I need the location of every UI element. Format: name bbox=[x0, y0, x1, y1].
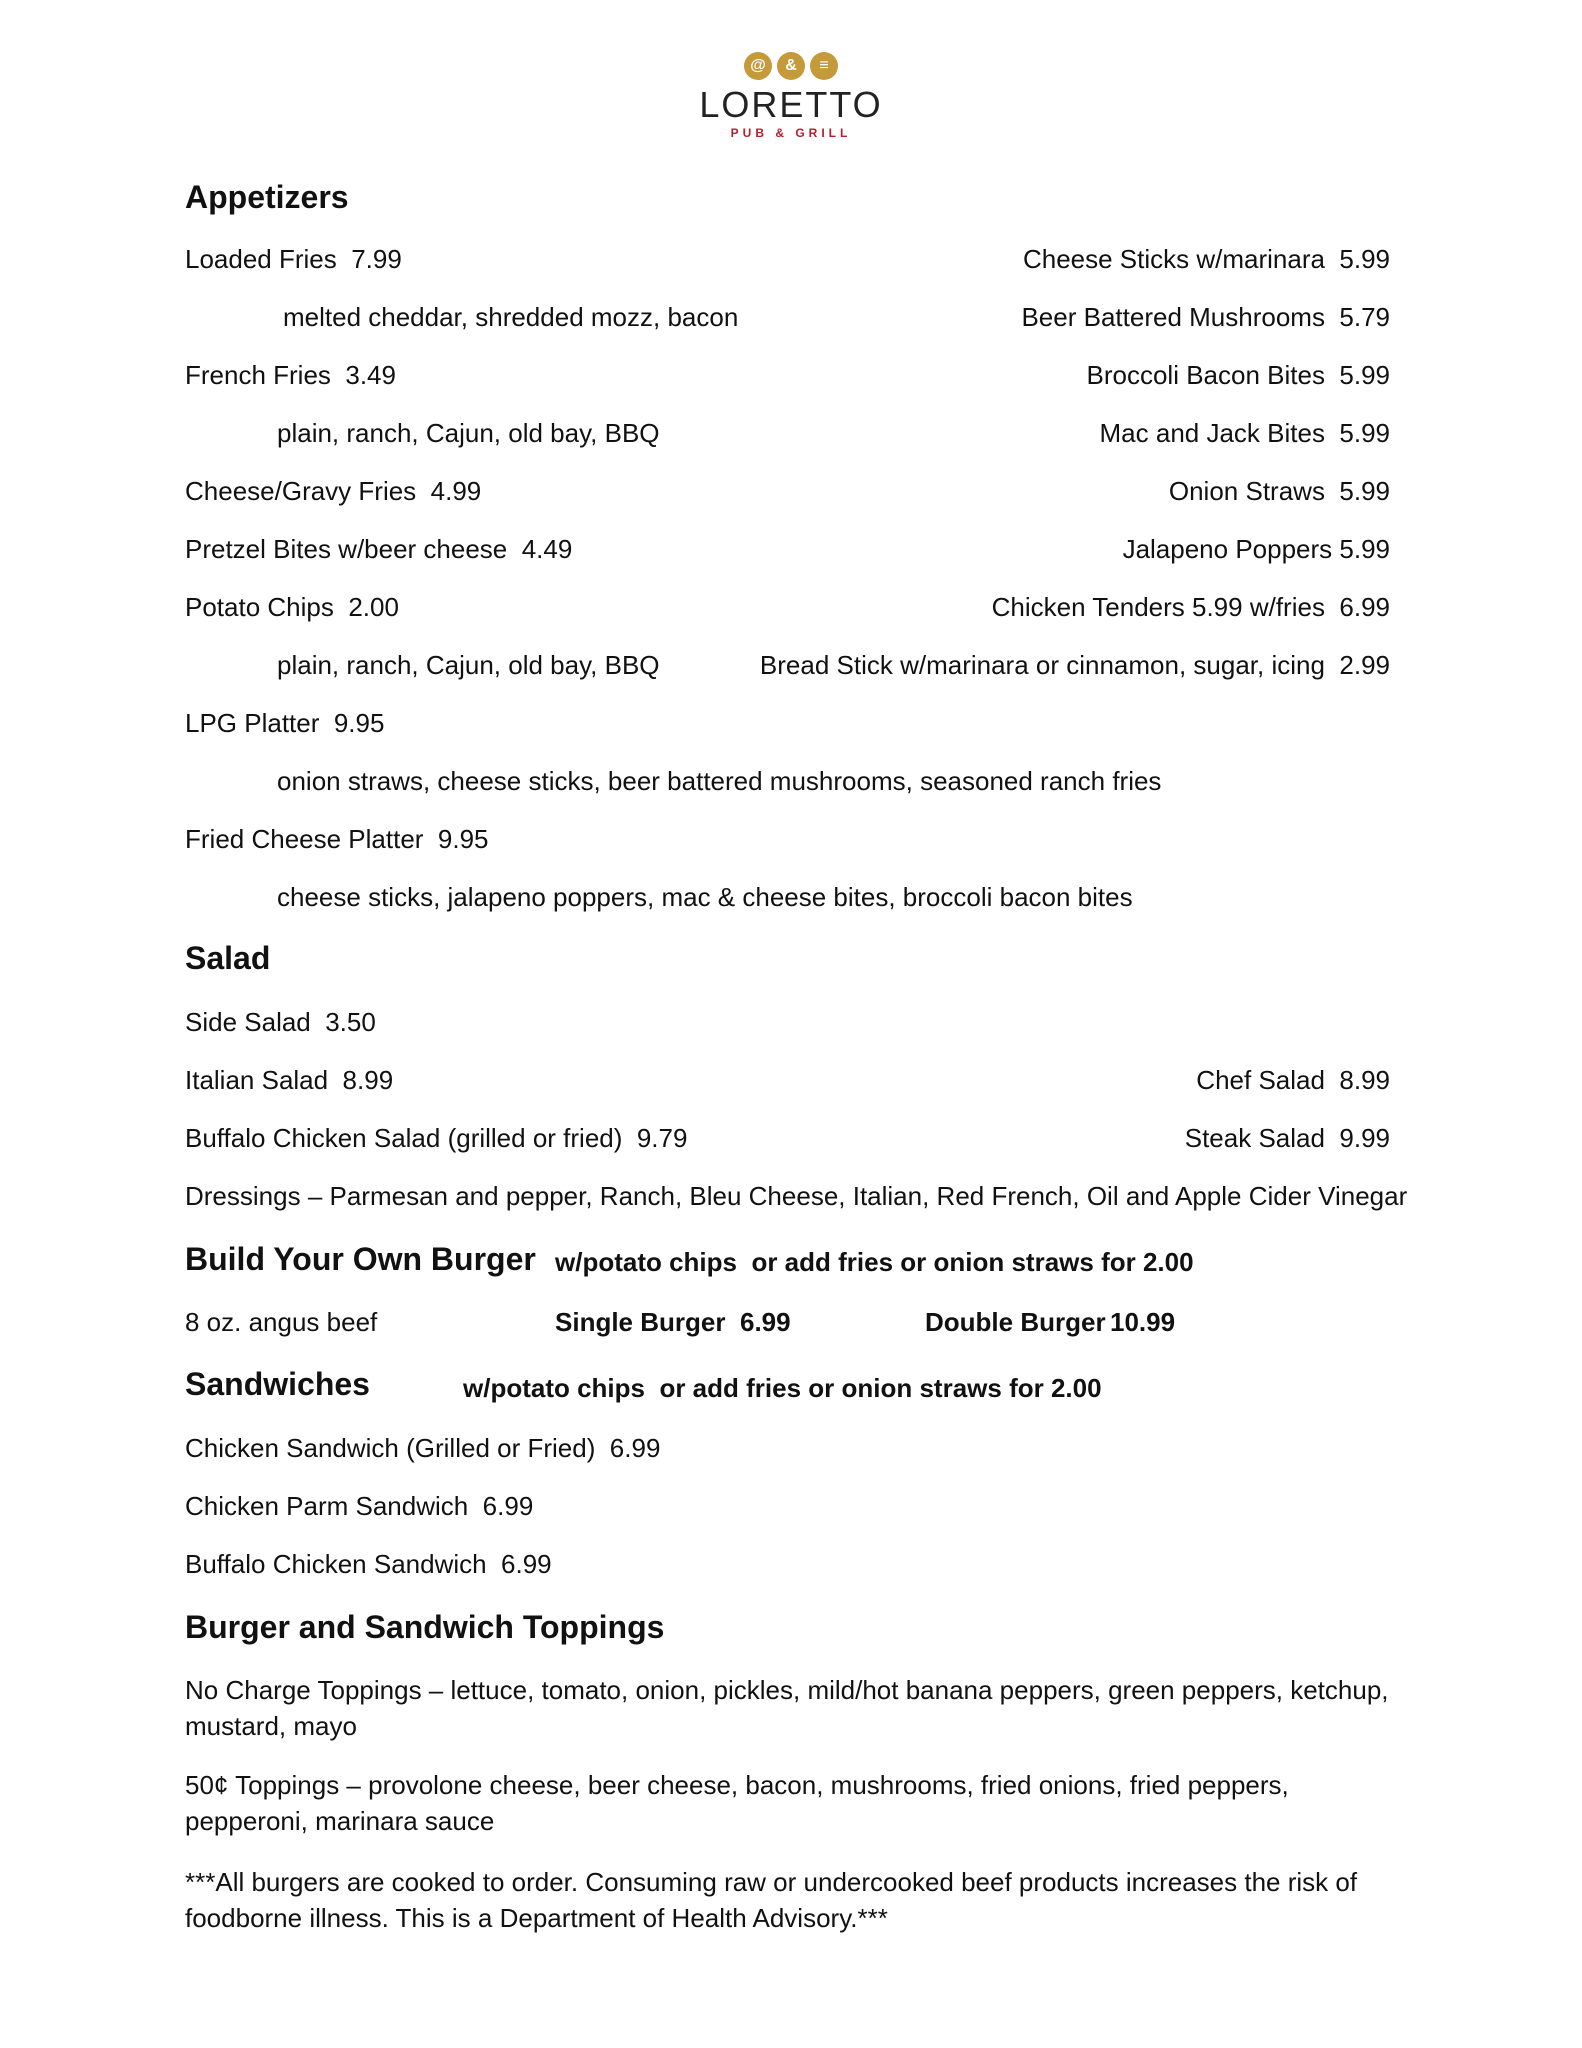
sandwiches-heading: Sandwiches bbox=[185, 1366, 370, 1402]
salad-item: Side Salad 3.50 bbox=[185, 1007, 376, 1037]
logo-subtitle: PUB & GRILL bbox=[730, 126, 852, 140]
appetizer-item: Onion Straws 5.99 bbox=[1168, 476, 1390, 506]
fifty-cent-toppings: 50¢ Toppings – provolone cheese, beer cheese, bacon, mushrooms, fried onions, fried peppers, pepperoni, marinara sauce bbox=[185, 1770, 1289, 1836]
toppings-heading: Burger and Sandwich Toppings bbox=[185, 1609, 665, 1645]
appetizer-item: Beer Battered Mushrooms 5.79 bbox=[1021, 302, 1390, 332]
appetizer-description: melted cheddar, shredded mozz, bacon bbox=[283, 302, 739, 332]
salad-item: Chef Salad 8.99 bbox=[1196, 1065, 1390, 1095]
appetizer-item: Jalapeno Poppers 5.99 bbox=[1122, 534, 1390, 564]
sandwiches-note: w/potato chips or add fries or onion straws for 2.00 bbox=[463, 1373, 1102, 1403]
double-burger-price: 10.99 bbox=[1110, 1307, 1176, 1337]
appetizer-description: onion straws, cheese sticks, beer battered mushrooms, seasoned ranch fries bbox=[277, 766, 1162, 796]
salad-item: Italian Salad 8.99 bbox=[185, 1065, 394, 1095]
appetizer-item: LPG Platter 9.95 bbox=[185, 708, 385, 738]
salad-item: Steak Salad 9.99 bbox=[1184, 1123, 1390, 1153]
appetizer-item: Chicken Tenders 5.99 w/fries 6.99 bbox=[991, 592, 1390, 622]
appetizer-item: Loaded Fries 7.99 bbox=[185, 244, 402, 274]
salad-heading: Salad bbox=[185, 940, 271, 976]
appetizer-description: cheese sticks, jalapeno poppers, mac & cheese bites, broccoli bacon bites bbox=[277, 882, 1133, 912]
single-burger-label: Single Burger bbox=[555, 1307, 726, 1337]
sandwich-item: Buffalo Chicken Sandwich 6.99 bbox=[185, 1549, 552, 1579]
appetizer-item: Mac and Jack Bites 5.99 bbox=[1099, 418, 1390, 448]
salad-dressings: Dressings – Parmesan and pepper, Ranch, Bleu Cheese, Italian, Red French, Oil and Apple Cider Vinegar bbox=[185, 1181, 1408, 1211]
health-advisory: ***All burgers are cooked to order. Consuming raw or undercooked beef products increases the risk of foodborne illness. This is a Department of Health Advisory.*** bbox=[185, 1867, 1358, 1933]
double-burger-label: Double Burger bbox=[925, 1307, 1106, 1337]
logo-ampersand-icon: & bbox=[777, 52, 805, 80]
logo-burger-icon: ≡ bbox=[810, 52, 838, 80]
logo-name: LORETTO bbox=[699, 84, 883, 125]
appetizer-item: French Fries 3.49 bbox=[185, 360, 396, 390]
logo-icons bbox=[0, 52, 1582, 80]
salad-item: Buffalo Chicken Salad (grilled or fried) 9.79 bbox=[185, 1123, 688, 1153]
appetizer-item: Potato Chips 2.00 bbox=[185, 592, 399, 622]
burger-beef: 8 oz. angus beef bbox=[185, 1307, 378, 1337]
appetizer-item: Pretzel Bites w/beer cheese 4.49 bbox=[185, 534, 573, 564]
sandwich-item: Chicken Sandwich (Grilled or Fried) 6.99 bbox=[185, 1433, 661, 1463]
burger-heading: Build Your Own Burger bbox=[185, 1241, 536, 1277]
single-burger-price: 6.99 bbox=[740, 1307, 791, 1337]
appetizer-description: plain, ranch, Cajun, old bay, BBQ bbox=[277, 418, 660, 448]
appetizer-description: plain, ranch, Cajun, old bay, BBQ bbox=[277, 650, 660, 680]
logo bbox=[0, 52, 1582, 140]
appetizer-item: Fried Cheese Platter 9.95 bbox=[185, 824, 489, 854]
appetizer-item: Broccoli Bacon Bites 5.99 bbox=[1086, 360, 1390, 390]
no-charge-toppings: No Charge Toppings – lettuce, tomato, onion, pickles, mild/hot banana peppers, green peppers, ketchup, mustard, mayo bbox=[185, 1675, 1389, 1741]
burger-note: w/potato chips or add fries or onion straws for 2.00 bbox=[555, 1247, 1194, 1277]
sandwich-item: Chicken Parm Sandwich 6.99 bbox=[185, 1491, 534, 1521]
appetizer-item: Bread Stick w/marinara or cinnamon, sugar, icing 2.99 bbox=[759, 650, 1390, 680]
appetizer-item: Cheese/Gravy Fries 4.99 bbox=[185, 476, 482, 506]
logo-circle-icon: @ bbox=[744, 52, 772, 80]
appetizer-item: Cheese Sticks w/marinara 5.99 bbox=[1022, 244, 1390, 274]
appetizers-heading: Appetizers bbox=[185, 179, 349, 215]
